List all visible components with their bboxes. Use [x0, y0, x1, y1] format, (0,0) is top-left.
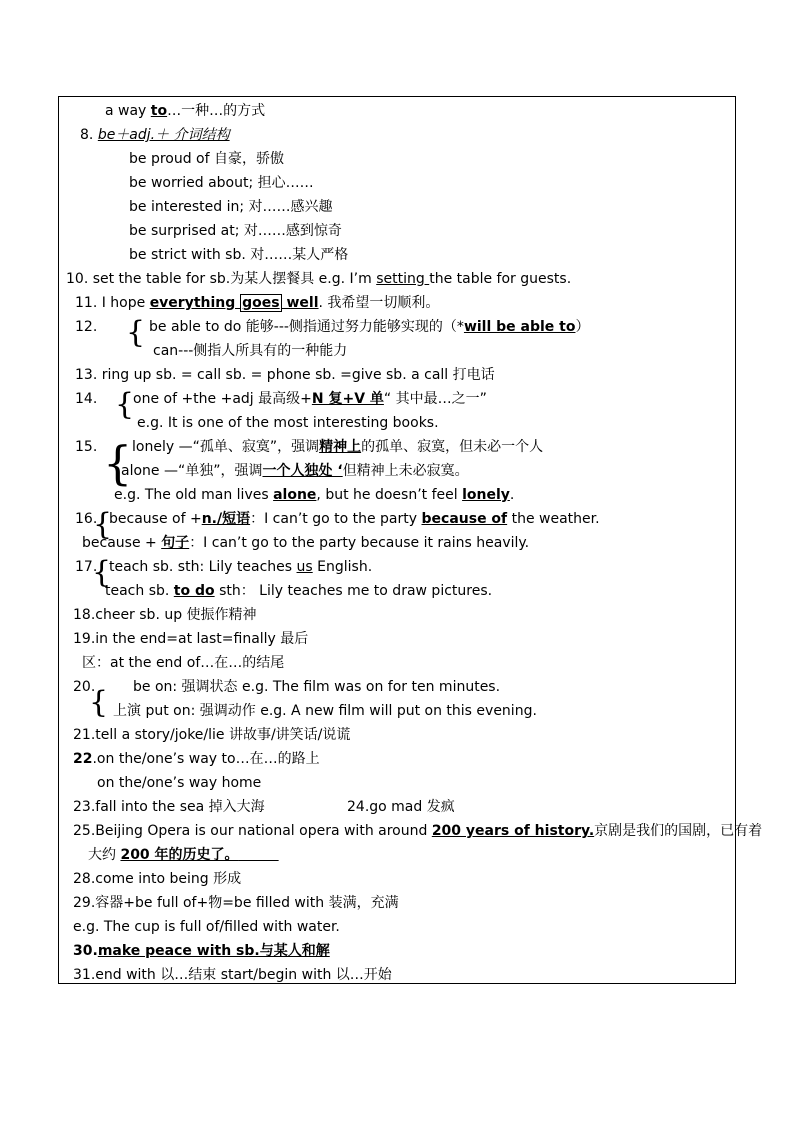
item-15-line-2	[121, 463, 469, 479]
item-14-line-1	[133, 391, 487, 407]
text: because +	[82, 535, 162, 551]
line-a-way-to	[105, 103, 265, 119]
brace-17: {	[92, 555, 112, 590]
item-8-proud: be proud of 自豪，骄傲	[129, 151, 285, 167]
blank-underline	[239, 847, 279, 863]
text: ：I can’t go to the party because it rains heavily.	[189, 535, 530, 551]
item-29-example: e.g. The cup is full of/filled with water.	[73, 919, 340, 935]
text: 25.Beijing Opera is our national opera with around	[73, 823, 432, 839]
text: lonely —“孤单、寂寞”，强调	[132, 439, 320, 455]
text: English.	[312, 559, 373, 575]
item-11	[75, 295, 439, 311]
text: teach sb.	[105, 583, 174, 599]
text: one of +the +adj 最高级+	[133, 391, 312, 407]
text: ：I can’t go to the party	[250, 511, 422, 527]
keyword: alone	[273, 487, 317, 503]
item-8-worried: be worried about; 担心……	[129, 175, 314, 191]
item-17-number: 17.	[75, 559, 98, 575]
text: 11. I hope	[75, 295, 150, 311]
underlined-word: us	[296, 559, 313, 575]
text: because of +	[109, 511, 202, 527]
item-13: 13. ring up sb. = call sb. = phone sb. =give sb. a call 打电话	[75, 367, 495, 383]
brace-14: {	[115, 387, 135, 422]
keyword: to	[150, 103, 168, 119]
item-25-line-1	[73, 823, 762, 839]
text: a way	[105, 103, 151, 119]
keyword: everything	[149, 295, 241, 311]
text: 10. set the table for sb.为某人摆餐具 e.g. I’m	[66, 271, 377, 287]
text: , but he doesn’t feel	[316, 487, 463, 503]
brace-12: {	[126, 315, 146, 350]
brace-20: {	[89, 685, 109, 720]
item-14-number: 14.	[75, 391, 98, 407]
keyword: because of	[421, 511, 508, 527]
item-20-number: 20.	[73, 679, 96, 695]
item-19: 19.in the end=at last=finally 最后	[73, 631, 309, 647]
text: “ 其中最…之一”	[383, 391, 487, 407]
text: ）	[575, 319, 590, 335]
text: the table for guests.	[429, 271, 572, 287]
item-20-line-2: 上演 put on: 强调动作 e.g. A new film will put on this evening.	[113, 703, 537, 719]
text: 但精神上未必寂寞。	[342, 463, 469, 479]
text: e.g. The old man lives	[114, 487, 274, 503]
brace-16: {	[93, 507, 113, 542]
text: teach sb. sth: Lily teaches	[109, 559, 297, 575]
text: be able to do 能够---侧指通过努力能够实现的（*	[149, 319, 464, 335]
item-8-heading	[80, 127, 230, 143]
item-16-line-2	[82, 535, 529, 551]
keyword: 精神上	[319, 439, 362, 455]
text: .	[509, 487, 515, 503]
keyword: 一个人独处 ‘	[262, 463, 343, 479]
item-number: 30.	[73, 943, 98, 959]
item-29: 29.容器+be full of+物=be filled with 装满，充满	[73, 895, 399, 911]
text: 京剧是我们的国剧，已有着	[594, 823, 763, 839]
item-8-strict: be strict with sb. 对……某人严格	[129, 247, 349, 263]
item-15-line-1	[132, 439, 543, 455]
brace-15: {	[103, 436, 133, 490]
text: .on the/one’s way to…在…的路上	[92, 751, 320, 767]
item-8-interested: be interested in; 对……感兴趣	[129, 199, 333, 215]
item-8-surprised: be surprised at; 对……感到惊奇	[129, 223, 342, 239]
keyword: to do	[173, 583, 215, 599]
item-18: 18.cheer sb. up 使振作精神	[73, 607, 257, 623]
text: …一种…的方式	[167, 103, 266, 119]
item-17-line-2	[105, 583, 492, 599]
item-21: 21.tell a story/joke/lie 讲故事/讲笑话/说谎	[73, 727, 351, 743]
item-17-line-1	[109, 559, 372, 575]
heading-text: be＋adj.＋ 介词结构	[97, 127, 230, 143]
text: the weather.	[507, 511, 600, 527]
item-14-line-2: e.g. It is one of the most interesting books.	[137, 415, 439, 431]
item-16-line-1	[109, 511, 600, 527]
item-15-line-3	[114, 487, 514, 503]
keyword: 200 年的历史了。	[120, 847, 239, 863]
item-number: 22	[73, 751, 93, 767]
keyword: n./短语	[201, 511, 251, 527]
item-28: 28.come into being 形成	[73, 871, 242, 887]
item-23: 23.fall into the sea 掉入大海	[73, 799, 265, 815]
item-19-compare: 区：at the end of…在…的结尾	[82, 655, 285, 671]
item-31: 31.end with 以…结束 start/begin with 以…开始	[73, 967, 392, 983]
item-10	[66, 271, 571, 287]
text: 的孤单、寂寞，但未必一个人	[361, 439, 544, 455]
keyword: N 复+V 单	[311, 391, 384, 407]
keyword: will be able to	[463, 319, 576, 335]
item-30	[73, 943, 330, 959]
text: sth： Lily teaches me to draw pictures.	[214, 583, 493, 599]
item-number: 8.	[80, 127, 98, 143]
item-24: 24.go mad 发疯	[347, 799, 455, 815]
item-20-line-1: be on: 强调状态 e.g. The film was on for ten minutes.	[133, 679, 501, 695]
item-22	[73, 751, 320, 767]
keyword: lonely	[462, 487, 510, 503]
item-25-line-2	[88, 847, 279, 863]
keyword: make peace with sb.与某人和解	[97, 943, 330, 959]
item-16-number: 16.	[75, 511, 98, 527]
boxed-keyword: goes	[242, 295, 280, 311]
underlined-word: setting	[376, 271, 430, 287]
item-12-line-1	[149, 319, 589, 335]
text: alone —“单独”，强调	[121, 463, 263, 479]
item-15-number: 15.	[75, 439, 98, 455]
text: 大约	[88, 847, 121, 863]
keyword: well	[281, 295, 319, 311]
keyword: 句子	[161, 535, 190, 551]
item-22-home: on the/one’s way home	[97, 775, 262, 791]
item-12-line-2: can---侧指人所具有的一种能力	[153, 343, 348, 359]
item-12-number: 12.	[75, 319, 98, 335]
keyword: 200 years of history.	[431, 823, 595, 839]
text: . 我希望一切顺利。	[318, 295, 440, 311]
